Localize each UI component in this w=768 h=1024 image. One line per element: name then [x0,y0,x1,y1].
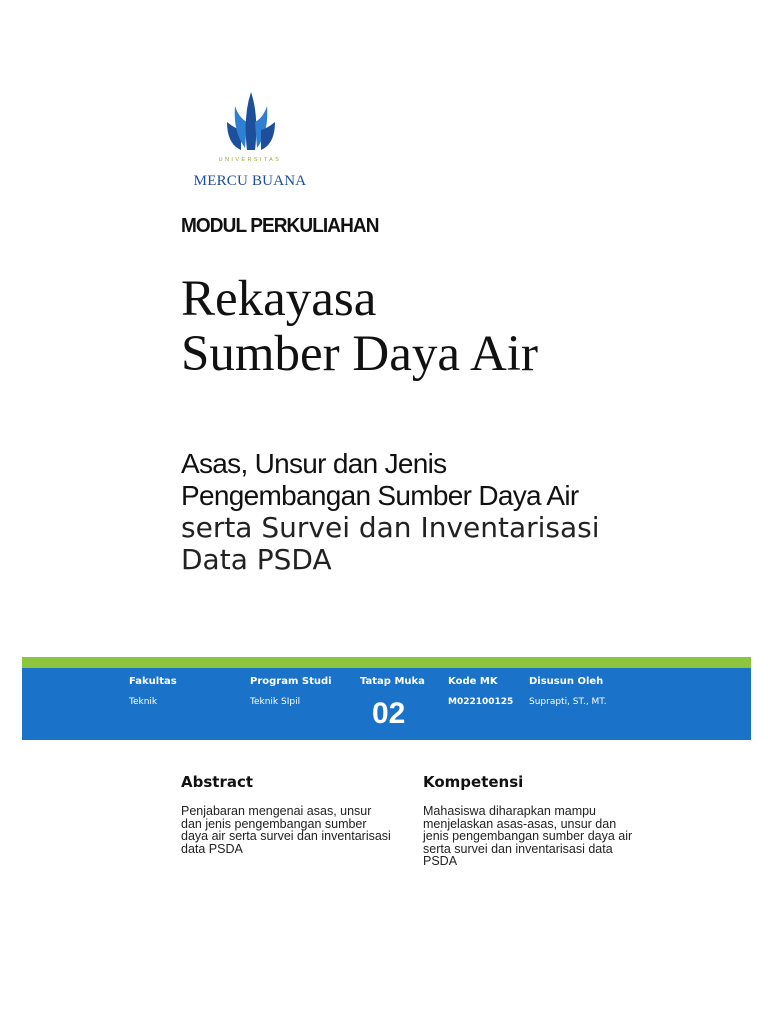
subtitle-line-1: Asas, Unsur dan Jenis [181,448,447,479]
tatap-muka-label: Tatap Muka [360,676,425,687]
logo-university-label: UNIVERSITAS [218,157,282,163]
info-band-green-stripe [22,657,751,668]
program-studi-label: Program Studi [250,676,332,687]
abstract-line: data PSDA [181,841,243,856]
abstract-line: daya air serta survei dan inventarisasi [181,829,391,843]
document-subtitle [181,448,600,576]
mercu-buana-emblem-icon [225,92,277,154]
tatap-muka-value: 02 [372,697,406,730]
module-label: MODUL PERKULIAHAN [181,215,379,238]
university-logo [181,88,319,196]
kompetensi-line: jenis pengembangan sumber daya air [423,829,633,843]
document-title-line-2: Sumber Daya Air [181,326,538,382]
kompetensi-text [423,805,632,868]
kode-mk-value: M022100125 [448,697,514,707]
disusun-oleh-value: Suprapti, ST., MT. [529,697,607,707]
document-title-line-1: Rekayasa [181,271,377,327]
fakultas-value: Teknik [129,697,158,707]
abstract-text [181,805,391,855]
subtitle-line-3: serta Survei dan Inventarisasi [181,511,600,544]
subtitle-line-2: Pengembangan Sumber Daya Air [181,480,579,511]
kompetensi-line: Mahasiswa diharapkan mampu [423,804,597,818]
subtitle-line-4: Data PSDA [181,543,332,576]
kompetensi-line: serta survei dan inventarisasi data [423,841,613,856]
abstract-line: dan jenis pengembangan sumber [181,816,367,831]
kompetensi-line: PSDA [423,854,458,868]
document-title [181,272,538,382]
abstract-line: Penjabaran mengenai asas, unsur [181,804,372,818]
disusun-oleh-label: Disusun Oleh [529,676,604,687]
abstract-heading: Abstract [181,773,254,791]
logo-university-name: MERCU BUANA [193,173,307,189]
kompetensi-heading: Kompetensi [423,773,524,791]
kompetensi-line: menjelaskan asas-asas, unsur dan [423,816,617,831]
program-studi-value: Teknik SIpil [250,697,301,707]
kode-mk-label: Kode MK [448,676,498,687]
fakultas-label: Fakultas [129,676,177,687]
